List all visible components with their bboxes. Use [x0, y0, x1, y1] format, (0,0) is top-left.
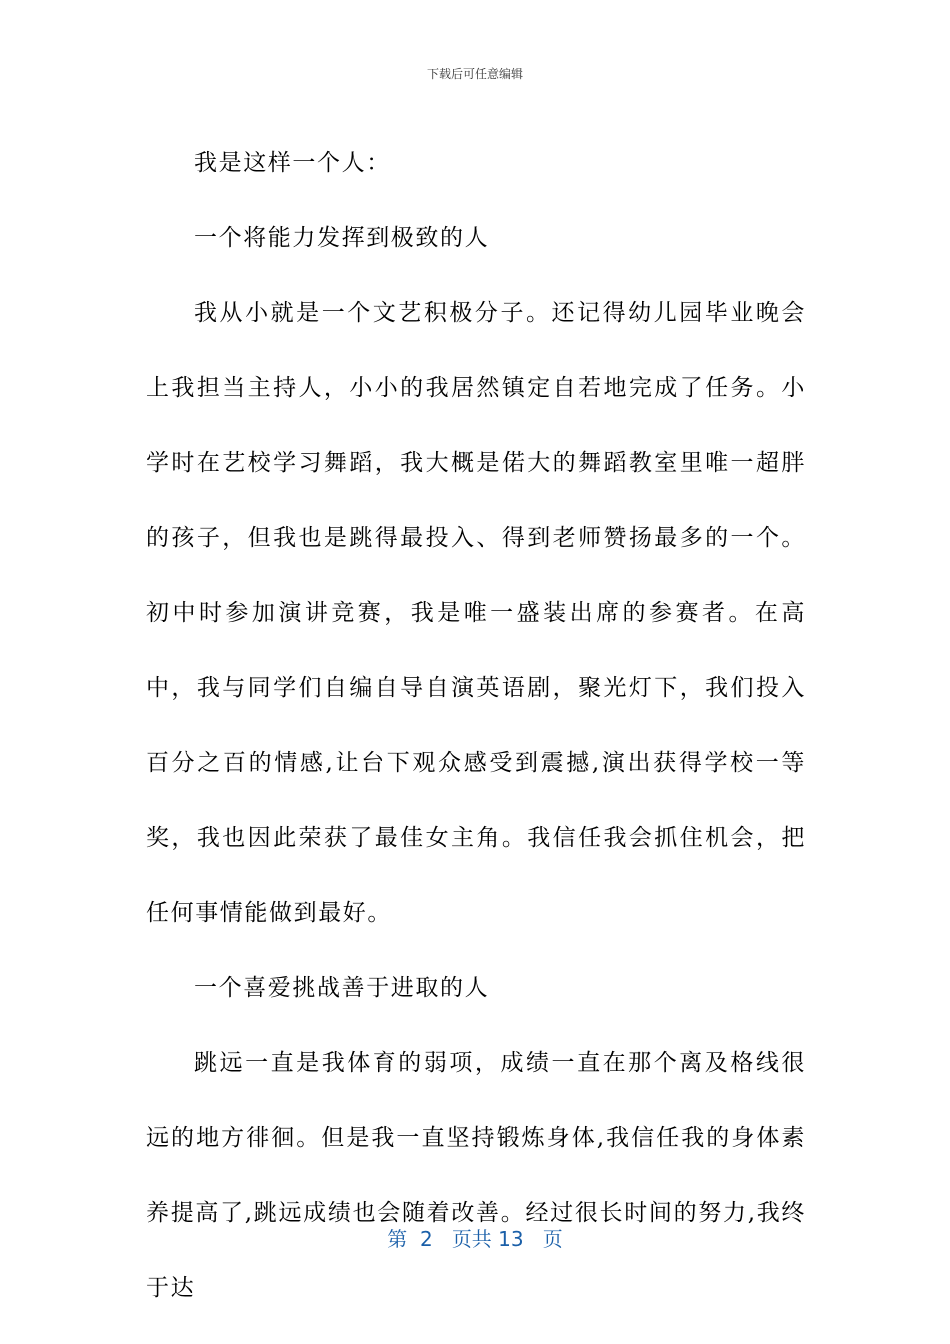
document-body [146, 126, 806, 1326]
footer-total-pages: 13 [498, 1227, 524, 1251]
paragraph-heading-1: 一个将能力发挥到极致的人 [194, 225, 490, 251]
footer-prefix: 第 [387, 1227, 408, 1251]
footer-middle: 页共 [451, 1227, 492, 1251]
paragraph-body-2: 跳远一直是我体育的弱项，成绩一直在那个离及格线很远的地方徘徊。但是我一直坚持锻炼身体,我信任我的身体素养提高了,跳远成绩也会随着改善。经过很长时间的努力,我终于达 [146, 1050, 806, 1301]
page-footer [0, 1226, 950, 1252]
paragraph-body-1: 我从小就是一个文艺积极分子。还记得幼儿园毕业晚会上我担当主持人，小小的我居然镇定自若地完成了任务。小学时在艺校学习舞蹈，我大概是偌大的舞蹈教室里唯一超胖的孩子，但我也是跳得最投入、得到老师赞扬最多的一个。初中时参加演讲竞赛，我是唯一盛装出席的参赛者。在高中，我与同学们自编自导自演英语剧，聚光灯下，我们投入百分之百的情感,让台下观众感受到震撼,演出获得学校一等奖，我也因此荣获了最佳女主角。我信任我会抓住机会，把任何事情能做到最好。 [146, 300, 806, 926]
paragraph-intro: 我是这样一个人： [194, 150, 391, 176]
footer-page-number: 2 [420, 1227, 433, 1251]
footer-suffix: 页 [542, 1227, 563, 1251]
paragraph-heading-2: 一个喜爱挑战善于进取的人 [194, 975, 490, 1001]
page-header: 下载后可任意编辑 [426, 67, 523, 81]
